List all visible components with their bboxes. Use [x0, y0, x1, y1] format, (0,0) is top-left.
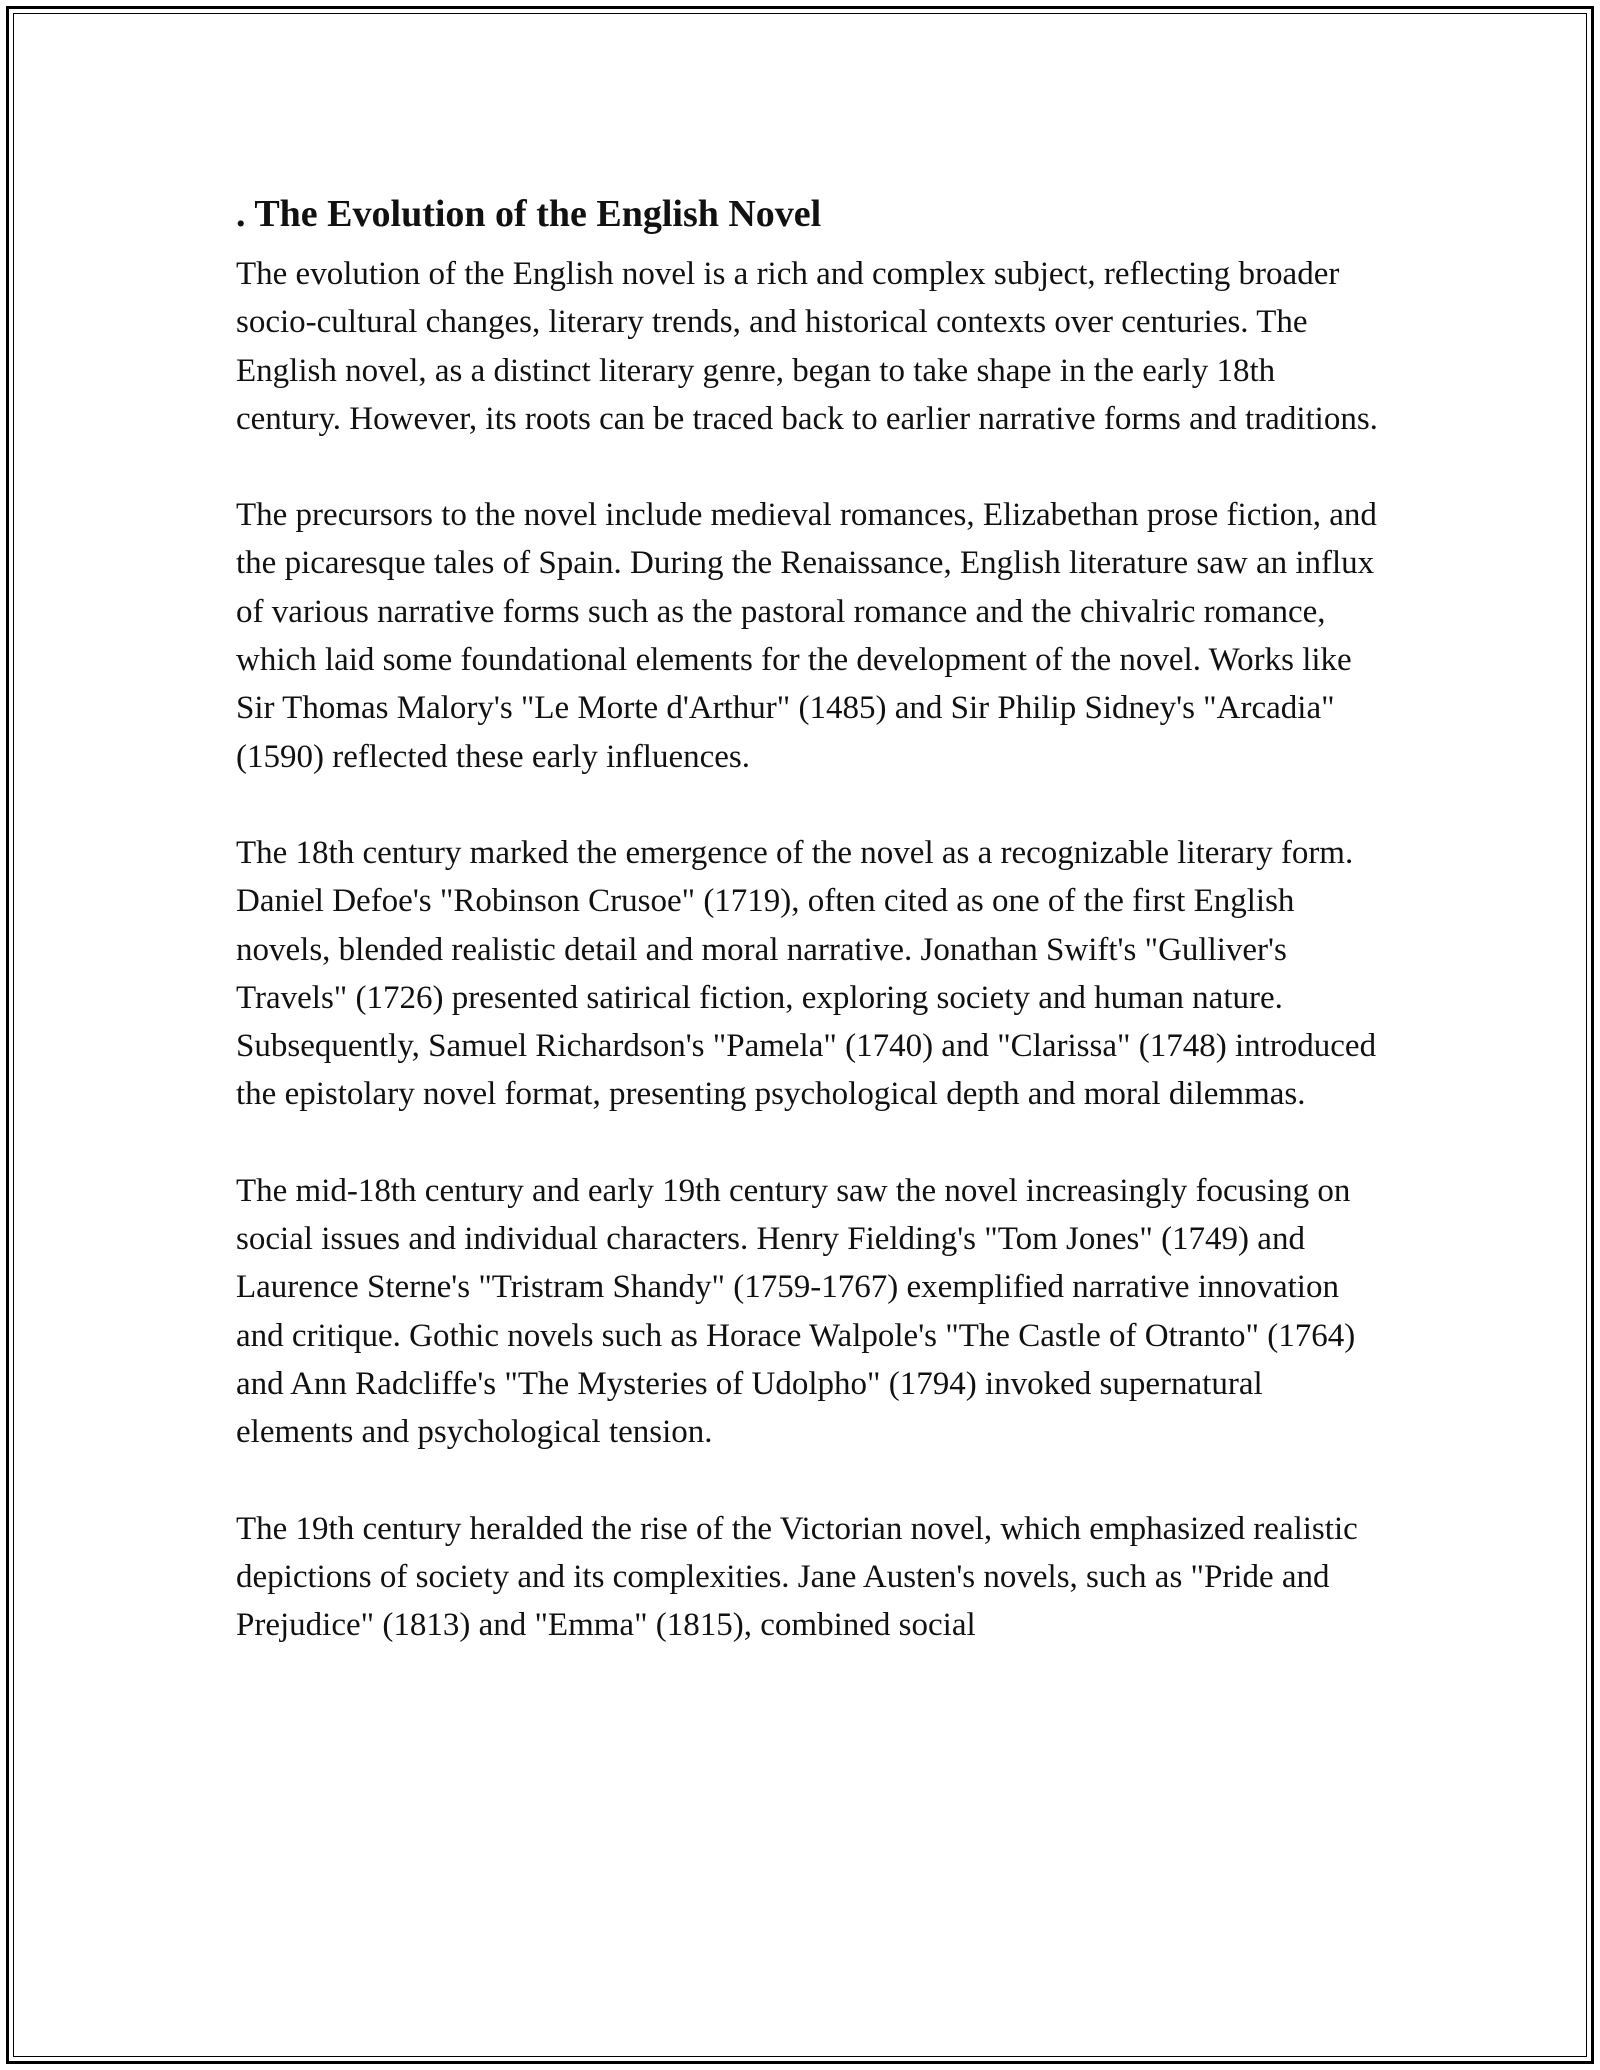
document-page: [236, 182, 1386, 1697]
paragraph-mid-18th-century: The mid-18th century and early 19th century saw the novel increasingly focusing on social issues and individual characters. Henry Fielding's "Tom Jones" (1749) and Laurence Sterne's "Tristram Shandy" (1759-1767) exemplified narrative innovation and critique. Gothic novels such as Horace Walpole's "The Castle of Otranto" (1764) and Ann Radcliffe's "The Mysteries of Udolpho" (1794) invoked supernatural elements and psychological tension.: [236, 1172, 1356, 1451]
document-title: . The Evolution of the English Novel: [236, 193, 822, 235]
paragraph-precursors: The precursors to the novel include medieval romances, Elizabethan prose fiction, and the picaresque tales of Spain. During the Renaissance, English literature saw an influx of various narrative forms such as the pastoral romance and the chivalric romance, which laid some foundational elements for the development of the novel. Works like Sir Thomas Malory's "Le Morte d'Arthur" (1485) and Sir Philip Sidney's "Arcadia" (1590) reflected these early influences.: [236, 497, 1377, 775]
paragraph-intro: The evolution of the English novel is a rich and complex subject, reflecting broader socio-cultural changes, literary trends, and historical contexts over centuries. The English novel, as a distinct literary genre, began to take shape in the early 18th century. However, its roots can be traced back to earlier narrative forms and traditions.: [236, 256, 1378, 437]
paragraph-19th-century: The 19th century heralded the rise of the Victorian novel, which emphasized realistic depictions of society and its complexities. Jane Austen's novels, such as "Pride and Prejudice" (1813) and "Emma" (1815), combined social: [236, 1510, 1358, 1644]
paragraph-18th-century: The 18th century marked the emergence of the novel as a recognizable literary form. Daniel Defoe's "Robinson Crusoe" (1719), often cited as one of the first English novels, blended realistic detail and moral narrative. Jonathan Swift's "Gulliver's Travels" (1726) presented satirical fiction, exploring society and human nature. Subsequently, Samuel Richardson's "Pamela" (1740) and "Clarissa" (1748) introduced the epistolary novel format, presenting psychological depth and moral dilemmas.: [236, 834, 1377, 1113]
